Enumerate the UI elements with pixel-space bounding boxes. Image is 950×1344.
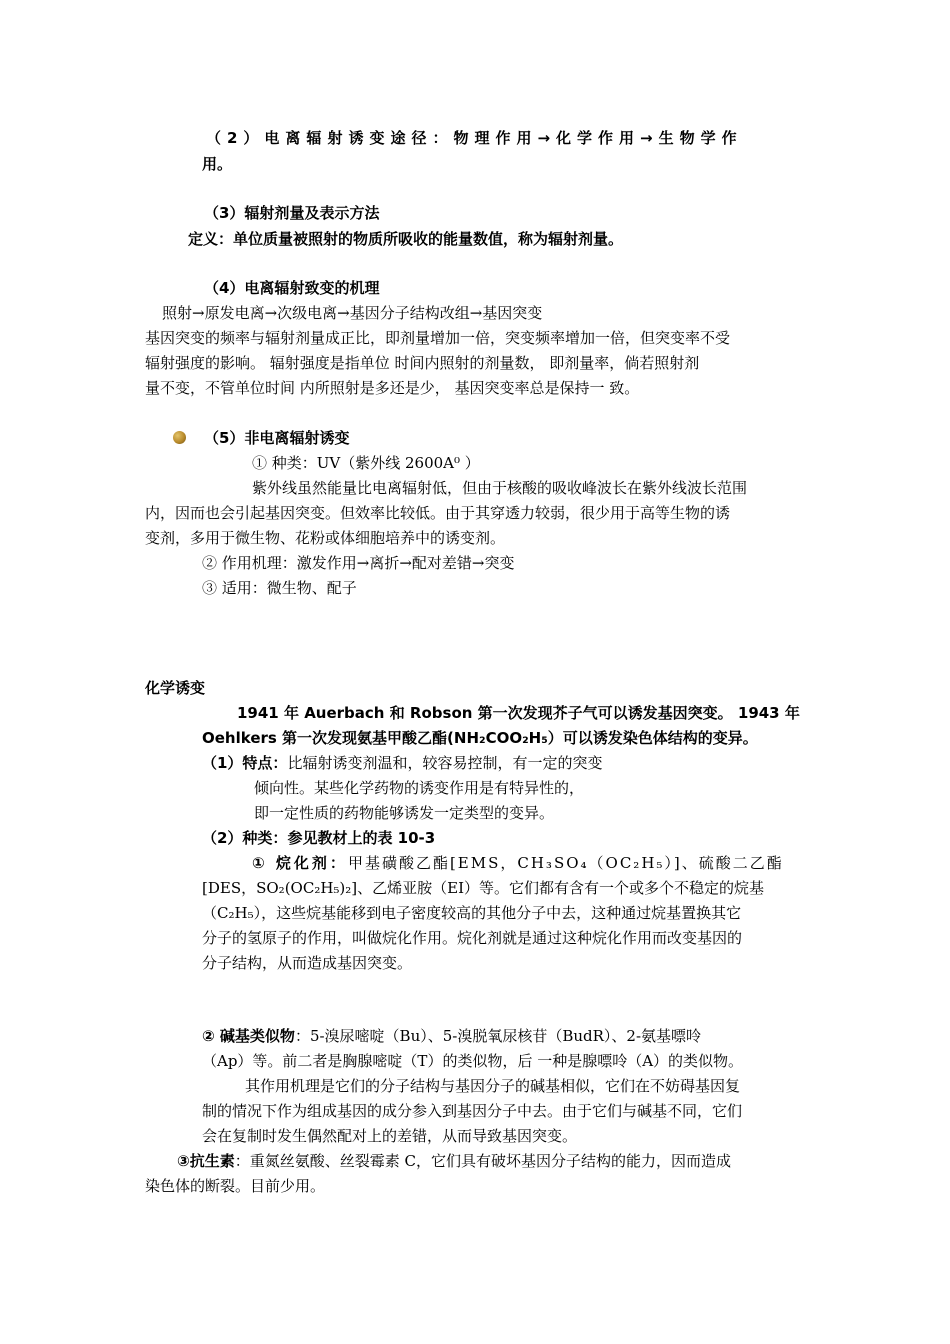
feature-text: 比辐射诱变剂温和，较容易控制，有一定的突变 xyxy=(287,754,603,772)
alkyl-line4: 分子的氢原子的作用，叫做烷化作用。烷化剂就是通过这种烷化作用而改变基因的 xyxy=(202,929,743,947)
mechanism-chain: 照射→原发电离→次级电离→基因分子结构改组→基因突变 xyxy=(162,304,543,322)
radiation-path-line1: （2）电离辐射诱变途径：物理作用→化学作用→生物学作 xyxy=(206,129,743,147)
nonion-paragraph-line3: 变剂，多用于微生物、花粉或体细胞培养中的诱变剂。 xyxy=(145,529,506,547)
alkyl-line3: （C₂H₅），这些烷基能移到电子密度较高的其他分子中去，这种通过烷基置换其它 xyxy=(202,904,742,922)
antibiotic-line1 xyxy=(177,1150,731,1172)
alkyl-line1 xyxy=(252,852,784,874)
feature-line2: 倾向性。某些化学药物的诱变作用是有特异性的， xyxy=(254,779,585,797)
mechanism-paragraph-line2: 辐射强度的影响。 辐射强度是指单位 时间内照射的剂量数， 即剂量率，倘若照射剂 xyxy=(145,354,700,372)
nonion-paragraph-line2: 内，因而也会引起基因突变。但效率比较低。由于其穿透力较弱，很少用于高等生物的诱 xyxy=(145,504,731,522)
kinds-heading: （2）种类：参见教材上的表 10-3 xyxy=(202,829,436,847)
chemical-history-line1: 1941 年 Auerbach 和 Robson 第一次发现芥子气可以诱发基因突变。 1943 年 xyxy=(237,704,800,722)
alkyl-text: 甲基磺酸乙酯[EMS，CH₃SO₄（OC₂H₅）]、硫酸二乙酯 xyxy=(347,854,784,872)
nonion-application: ③ 适用：微生物、配子 xyxy=(202,579,357,597)
feature-label: （1）特点： xyxy=(202,754,288,772)
nonion-mechanism: ② 作用机理：激发作用→离折→配对差错→突变 xyxy=(202,554,515,572)
nonion-heading: （5）非电离辐射诱变 xyxy=(204,429,350,447)
antibiotic-text: ：重氮丝氨酸、丝裂霉素 C，它们具有破坏基因分子结构的能力，因而造成 xyxy=(234,1152,731,1170)
nonion-type: ① 种类：UV（紫外线 2600A⁰ ） xyxy=(252,454,480,472)
chemical-heading: 化学诱变 xyxy=(145,679,206,697)
base-text: ：5-溴尿嘧啶（Bu）、5-溴脱氧尿核苷（BudR）、2-氨基嘌呤 xyxy=(294,1027,702,1045)
feature-line3: 即一定性质的药物能够诱发一定类型的变异。 xyxy=(254,804,555,822)
base-line1 xyxy=(202,1025,701,1047)
alkyl-label: ① 烷化剂： xyxy=(252,854,348,872)
mechanism-paragraph-line1: 基因突变的频率与辐射剂量成正比，即剂量增加一倍，突变频率增加一倍，但突变率不受 xyxy=(145,329,731,347)
chemical-history-line2: Oehlkers 第一次发现氨基甲酸乙酯(NH₂COO₂H₅）可以诱发染色体结构的变异。 xyxy=(202,729,758,747)
base-paragraph-line3: 会在复制时发生偶然配对上的差错，从而导致基因突变。 xyxy=(202,1127,578,1145)
base-paragraph-line2: 制的情况下作为组成基因的成分参入到基因分子中去。由于它们与碱基不同，它们 xyxy=(202,1102,743,1120)
bullet-icon xyxy=(173,431,186,444)
radiation-path-line2: 用。 xyxy=(202,155,233,173)
alkyl-line2: [DES，SO₂(OC₂H₅)₂]、乙烯亚胺（EI）等。它们都有含有一个或多个不稳定的烷基 xyxy=(202,879,765,897)
mechanism-heading: （4）电离辐射致变的机理 xyxy=(204,279,380,297)
feature-line1 xyxy=(202,752,602,774)
base-paragraph-line1: 其作用机理是它们的分子结构与基因分子的碱基相似，它们在不妨碍基因复 xyxy=(245,1077,741,1095)
dose-heading: （3）辐射剂量及表示方法 xyxy=(204,204,380,222)
antibiotic-line2: 染色体的断裂。目前少用。 xyxy=(145,1177,326,1195)
mechanism-paragraph-line3: 量不变，不管单位时间 内所照射是多还是少， 基因突变率总是保持一 致。 xyxy=(145,379,640,397)
dose-definition: 定义：单位质量被照射的物质所吸收的能量数值，称为辐射剂量。 xyxy=(188,230,624,248)
antibiotic-label: ③抗生素 xyxy=(177,1152,235,1170)
alkyl-line5: 分子结构，从而造成基因突变。 xyxy=(202,954,413,972)
base-label: ② 碱基类似物 xyxy=(202,1027,295,1045)
nonion-paragraph-line1: 紫外线虽然能量比电离辐射低，但由于核酸的吸收峰波长在紫外线波长范围 xyxy=(252,479,748,497)
base-line2: （Ap）等。前二者是胸腺嘧啶（T）的类似物，后 一种是腺嘌呤（A）的类似物。 xyxy=(202,1052,744,1070)
